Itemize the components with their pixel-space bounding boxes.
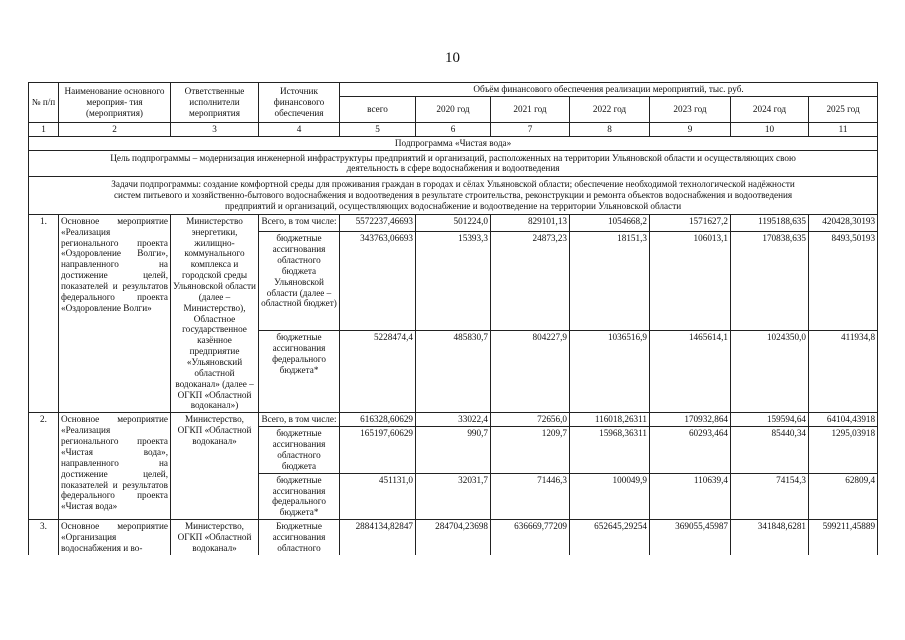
year-header: 2020 год	[416, 96, 491, 122]
subprogram-goal: Цель подпрограммы – модернизация инженерной инфраструктуры предприятий и организаций, расположенных на территории Ульяновской области и осуществляющих свою деятельность в сфере водоснабжения и водоотведения	[29, 150, 878, 177]
value-cell: 636669,77209	[491, 520, 570, 555]
subprogram-title: Подпрограмма «Чистая вода»	[29, 136, 878, 150]
value-cell: 170838,635	[731, 232, 809, 331]
table-row	[29, 520, 878, 555]
source-label: Всего, в том числе:	[259, 214, 340, 231]
value-cell: 990,7	[416, 427, 491, 473]
tasks-row	[29, 177, 878, 215]
row-number: 3.	[29, 520, 59, 555]
value-cell: 451131,0	[340, 473, 416, 519]
executors: Министерство, ОГКП «Областной водоканал»	[171, 413, 259, 520]
value-cell: 1024350,0	[731, 331, 809, 413]
value-cell: 652645,29254	[570, 520, 650, 555]
year-header: 2025 год	[809, 96, 878, 122]
column-number: 5	[340, 122, 416, 136]
column-number: 7	[491, 122, 570, 136]
row-number: 1.	[29, 214, 59, 412]
value-cell: 5572237,46693	[340, 214, 416, 231]
value-cell: 1195188,635	[731, 214, 809, 231]
source-label: бюджетные ассигнования федерального бюджета*	[259, 331, 340, 413]
value-cell: 829101,13	[491, 214, 570, 231]
value-cell: 1465614,1	[650, 331, 731, 413]
value-cell: 616328,60629	[340, 413, 416, 427]
value-cell: 15968,36311	[570, 427, 650, 473]
value-cell: 420428,30193	[809, 214, 878, 231]
source-label: бюджетные ассигнования областного бюджета Ульяновской области (далее – областной бюджет)	[259, 232, 340, 331]
value-cell: 24873,23	[491, 232, 570, 331]
page-number: 10	[445, 50, 460, 66]
col-volume-header: Объём финансового обеспечения реализации мероприятий, тыс. руб.	[340, 83, 878, 97]
value-cell: 15393,3	[416, 232, 491, 331]
value-cell: 369055,45987	[650, 520, 731, 555]
value-cell: 32031,7	[416, 473, 491, 519]
value-cell: 804227,9	[491, 331, 570, 413]
value-cell: 72656,0	[491, 413, 570, 427]
value-cell: 1054668,2	[570, 214, 650, 231]
column-number: 2	[59, 122, 171, 136]
value-cell: 116018,26311	[570, 413, 650, 427]
executors: Министерство энергетики, жилищно-коммунального комплекса и городской среды Ульяновской области (далее – Министерство), Областное государственное казённое предприятие «Ульяновский областной водоканал» (далее – ОГКП «Областной водоканал»)	[171, 214, 259, 412]
value-cell: 411934,8	[809, 331, 878, 413]
value-cell: 60293,464	[650, 427, 731, 473]
col-name-header: Наименование основного мероприя- тия (мероприятия)	[59, 83, 171, 123]
col-executors-header: Ответственные исполнители мероприятия	[171, 83, 259, 123]
table-row	[29, 214, 878, 231]
header-row-1	[29, 83, 878, 97]
column-numbers-row	[29, 122, 878, 136]
year-header: 2023 год	[650, 96, 731, 122]
value-cell: 341848,6281	[731, 520, 809, 555]
value-cell: 71446,3	[491, 473, 570, 519]
subprogram-tasks: Задачи подпрограммы: создание комфортной среды для проживания граждан в городах и сёлах Ульяновской области; обеспечение необходимой технологической надёжности систем питьевого и хозяйственно-бытового водоснабжения и водоотведения в результате строительства, реконструкции и ремонта объектов водоснабжения и водоотведения предприятий и организаций, осуществляющих водоснабжение и водоотведение на территории Ульяновской области	[29, 177, 878, 215]
value-cell: 284704,23698	[416, 520, 491, 555]
year-header: 2024 год	[731, 96, 809, 122]
column-number: 4	[259, 122, 340, 136]
source-label: бюджетные ассигнования федерального бюджета*	[259, 473, 340, 519]
value-cell: 8493,50193	[809, 232, 878, 331]
column-number: 11	[809, 122, 878, 136]
value-cell: 2884134,82847	[340, 520, 416, 555]
subprogram-row	[29, 136, 878, 150]
year-header: 2022 год	[570, 96, 650, 122]
value-cell: 5228474,4	[340, 331, 416, 413]
value-cell: 343763,06693	[340, 232, 416, 331]
table-row	[29, 413, 878, 427]
value-cell: 100049,9	[570, 473, 650, 519]
source-label: Бюджетные ассигнования областного	[259, 520, 340, 555]
value-cell: 64104,43918	[809, 413, 878, 427]
goal-row	[29, 150, 878, 177]
column-number: 8	[570, 122, 650, 136]
year-header: 2021 год	[491, 96, 570, 122]
source-label: Всего, в том числе:	[259, 413, 340, 427]
value-cell: 170932,864	[650, 413, 731, 427]
col-no-header: № п/п	[29, 83, 59, 123]
source-label: бюджетные ассигнования областного бюджета	[259, 427, 340, 473]
financing-table	[28, 82, 878, 555]
column-number: 10	[731, 122, 809, 136]
value-cell: 1036516,9	[570, 331, 650, 413]
executors: Министерство, ОГКП «Областной водоканал»	[171, 520, 259, 555]
value-cell: 165197,60629	[340, 427, 416, 473]
value-cell: 1295,03918	[809, 427, 878, 473]
column-number: 1	[29, 122, 59, 136]
value-cell: 599211,45889	[809, 520, 878, 555]
value-cell: 33022,4	[416, 413, 491, 427]
value-cell: 1209,7	[491, 427, 570, 473]
measure-name: Основное мероприятие «Реализация регионального проекта «Оздоровление Волги», направленного на достижение целей, показателей и результатов федерального проекта «Оздоровление Волги»	[59, 214, 171, 412]
column-number: 3	[171, 122, 259, 136]
value-cell: 18151,3	[570, 232, 650, 331]
value-cell: 1571627,2	[650, 214, 731, 231]
row-number: 2.	[29, 413, 59, 520]
measure-name: Основное мероприятие «Организация водоснабжения и во-	[59, 520, 171, 555]
value-cell: 110639,4	[650, 473, 731, 519]
column-number: 9	[650, 122, 731, 136]
value-cell: 501224,0	[416, 214, 491, 231]
value-cell: 159594,64	[731, 413, 809, 427]
col-source-header: Источник финансового обеспечения	[259, 83, 340, 123]
col-total-header: всего	[340, 96, 416, 122]
value-cell: 85440,34	[731, 427, 809, 473]
value-cell: 74154,3	[731, 473, 809, 519]
measure-name: Основное мероприятие «Реализация регионального проекта «Чистая вода», направленного на достижение целей, показателей и результатов федерального проекта «Чистая вода»	[59, 413, 171, 520]
value-cell: 485830,7	[416, 331, 491, 413]
value-cell: 62809,4	[809, 473, 878, 519]
column-number: 6	[416, 122, 491, 136]
value-cell: 106013,1	[650, 232, 731, 331]
